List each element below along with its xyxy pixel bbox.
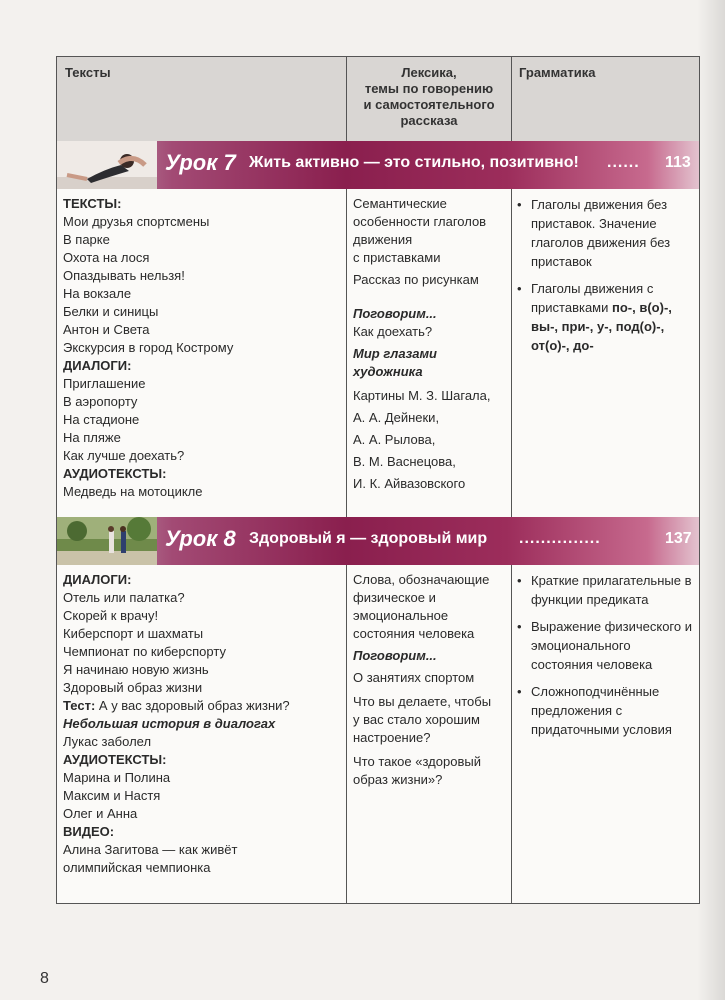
header-lexis-line: Лексика, (401, 65, 457, 80)
lesson-7-page: 113 (665, 154, 691, 171)
lesson-8-banner (57, 517, 699, 565)
column-divider (346, 565, 347, 903)
grammar-item (517, 279, 693, 355)
lexis-line: у вас стало хорошим (353, 712, 480, 727)
column-divider (511, 565, 512, 903)
lesson-8-photo (57, 517, 157, 565)
lexis-line: И. К. Айвазовского (353, 476, 466, 491)
list-item: Опаздывать нельзя! (63, 268, 185, 283)
test-line (63, 697, 343, 715)
lesson-8-page: 137 (665, 530, 692, 547)
page-edge-shadow (697, 0, 725, 1000)
list-item: Олег и Анна (63, 806, 138, 821)
list-item: Антон и Света (63, 322, 150, 337)
video-heading: ВИДЕО: (63, 824, 115, 839)
lexis-line: эмоциональное (353, 608, 449, 623)
art-heading: художника (353, 364, 423, 379)
test-text: А у вас здоровый образ жизни? (98, 698, 290, 713)
lexis-line: с приставками (353, 250, 441, 265)
lesson-7-title: Жить активно — это стильно, позитивно! (249, 154, 579, 171)
lexis-line: Слова, обозначающие (353, 572, 490, 587)
list-item: Отель или палатка? (63, 590, 185, 605)
header-lexis-line: и самостоятельного (363, 97, 495, 112)
dialogs-heading: ДИАЛОГИ: (63, 572, 132, 587)
lexis-line: настроение? (353, 730, 431, 745)
lexis-line: Как доехать? (353, 324, 433, 339)
lexis-line: А. А. Рылова, (353, 432, 436, 447)
lexis-line: Что такое «здоровый (353, 754, 481, 769)
list-item: олимпийская чемпионка (63, 860, 211, 875)
header-grammar: Грамматика (519, 65, 596, 80)
lesson-8-lexis-column (353, 571, 509, 789)
list-item: Лукас заболел (63, 734, 152, 749)
list-item: Приглашение (63, 376, 146, 391)
list-item: На стадионе (63, 412, 140, 427)
talk-heading: Поговорим... (353, 306, 437, 321)
header-lexis-line: темы по говорению (364, 81, 494, 96)
lesson-8-texts-column (63, 571, 343, 877)
page-number: 8 (40, 970, 49, 987)
lesson-7-banner (57, 141, 699, 189)
audio-heading: АУДИОТЕКСТЫ: (63, 466, 167, 481)
audio-heading: АУДИОТЕКСТЫ: (63, 752, 167, 767)
test-label: Тест: (63, 698, 96, 713)
lexis-line: В. М. Васнецова, (353, 454, 456, 469)
column-divider (346, 189, 347, 517)
lesson-7-texts-column (63, 195, 343, 501)
header-row (57, 57, 699, 142)
lesson-7-label: Урок 7 (165, 150, 236, 175)
header-lexis (353, 57, 505, 141)
texts-heading: ТЕКСТЫ: (63, 196, 122, 211)
list-item: Скорей к врачу! (63, 608, 159, 623)
lesson-8-grammar-column (517, 571, 693, 747)
list-item: Марина и Полина (63, 770, 171, 785)
lexis-line: Что вы делаете, чтобы (353, 694, 492, 709)
grammar-item: • Выражение физического и эмоционального состояния человека (517, 617, 693, 674)
list-item: Охота на лося (63, 250, 150, 265)
grammar-prefixes: по-, в(о)-, вы-, при-, у-, под(о)-, от(о)-, до- (531, 300, 672, 353)
grammar-item: • Краткие прилагательные в функции предиката (517, 571, 693, 609)
list-item: Здоровый образ жизни (63, 680, 203, 695)
list-item: На вокзале (63, 286, 132, 301)
story-heading: Небольшая история в диалогах (63, 716, 276, 731)
grammar-text: Глаголы движения с приставками (531, 281, 654, 315)
list-item: Киберспорт и шахматы (63, 626, 204, 641)
header-lexis-line: рассказа (400, 113, 458, 128)
lesson-7-grammar-column (517, 195, 693, 363)
art-heading: Мир глазами (353, 346, 437, 361)
grammar-item: • Глаголы движения без приставок. Значение глаголов движения без приставок (517, 195, 693, 271)
column-divider (346, 57, 347, 141)
lexis-line: Рассказ по рисункам (353, 272, 479, 287)
lexis-line: физическое и (353, 590, 436, 605)
grammar-item: • Сложноподчинённые предложения с придаточными условия (517, 682, 693, 739)
list-item: Экскурсия в город Кострому (63, 340, 234, 355)
lexis-line: А. А. Дейнеки, (353, 410, 440, 425)
lesson-8-dots: ............... (519, 530, 601, 547)
list-item: Как лучше доехать? (63, 448, 185, 463)
lexis-line: образ жизни»? (353, 772, 443, 787)
list-item: Алина Загитова — как живёт (63, 842, 238, 857)
lexis-line: Картины М. З. Шагала, (353, 388, 491, 403)
header-texts: Тексты (65, 65, 111, 80)
list-item: В парке (63, 232, 110, 247)
list-item: Мои друзья спортсмены (63, 214, 210, 229)
dialogs-heading: ДИАЛОГИ: (63, 358, 132, 373)
list-item: В аэропорту (63, 394, 138, 409)
lexis-line: О занятиях спортом (353, 670, 475, 685)
list-item: На пляже (63, 430, 121, 445)
talk-heading: Поговорим... (353, 648, 437, 663)
list-item: Медведь на мотоцикле (63, 484, 203, 499)
list-item: Я начинаю новую жизнь (63, 662, 209, 677)
lesson-8-label: Урок 8 (165, 526, 236, 551)
column-divider (511, 57, 512, 141)
list-item: Чемпионат по киберспорту (63, 644, 226, 659)
table-of-contents (56, 56, 700, 904)
lexis-line: Семантические (353, 196, 447, 211)
list-item: Белки и синицы (63, 304, 159, 319)
lexis-line: состояния человека (353, 626, 475, 641)
lexis-line: особенности глаголов (353, 214, 487, 229)
lesson-7-lexis-column (353, 195, 509, 495)
column-divider (511, 189, 512, 517)
lesson-8-title: Здоровый я — здоровый мир (249, 530, 488, 547)
lexis-line: движения (353, 232, 413, 247)
lesson-7-photo (57, 141, 157, 189)
list-item: Максим и Настя (63, 788, 161, 803)
lesson-7-dots: ...... (607, 154, 640, 171)
